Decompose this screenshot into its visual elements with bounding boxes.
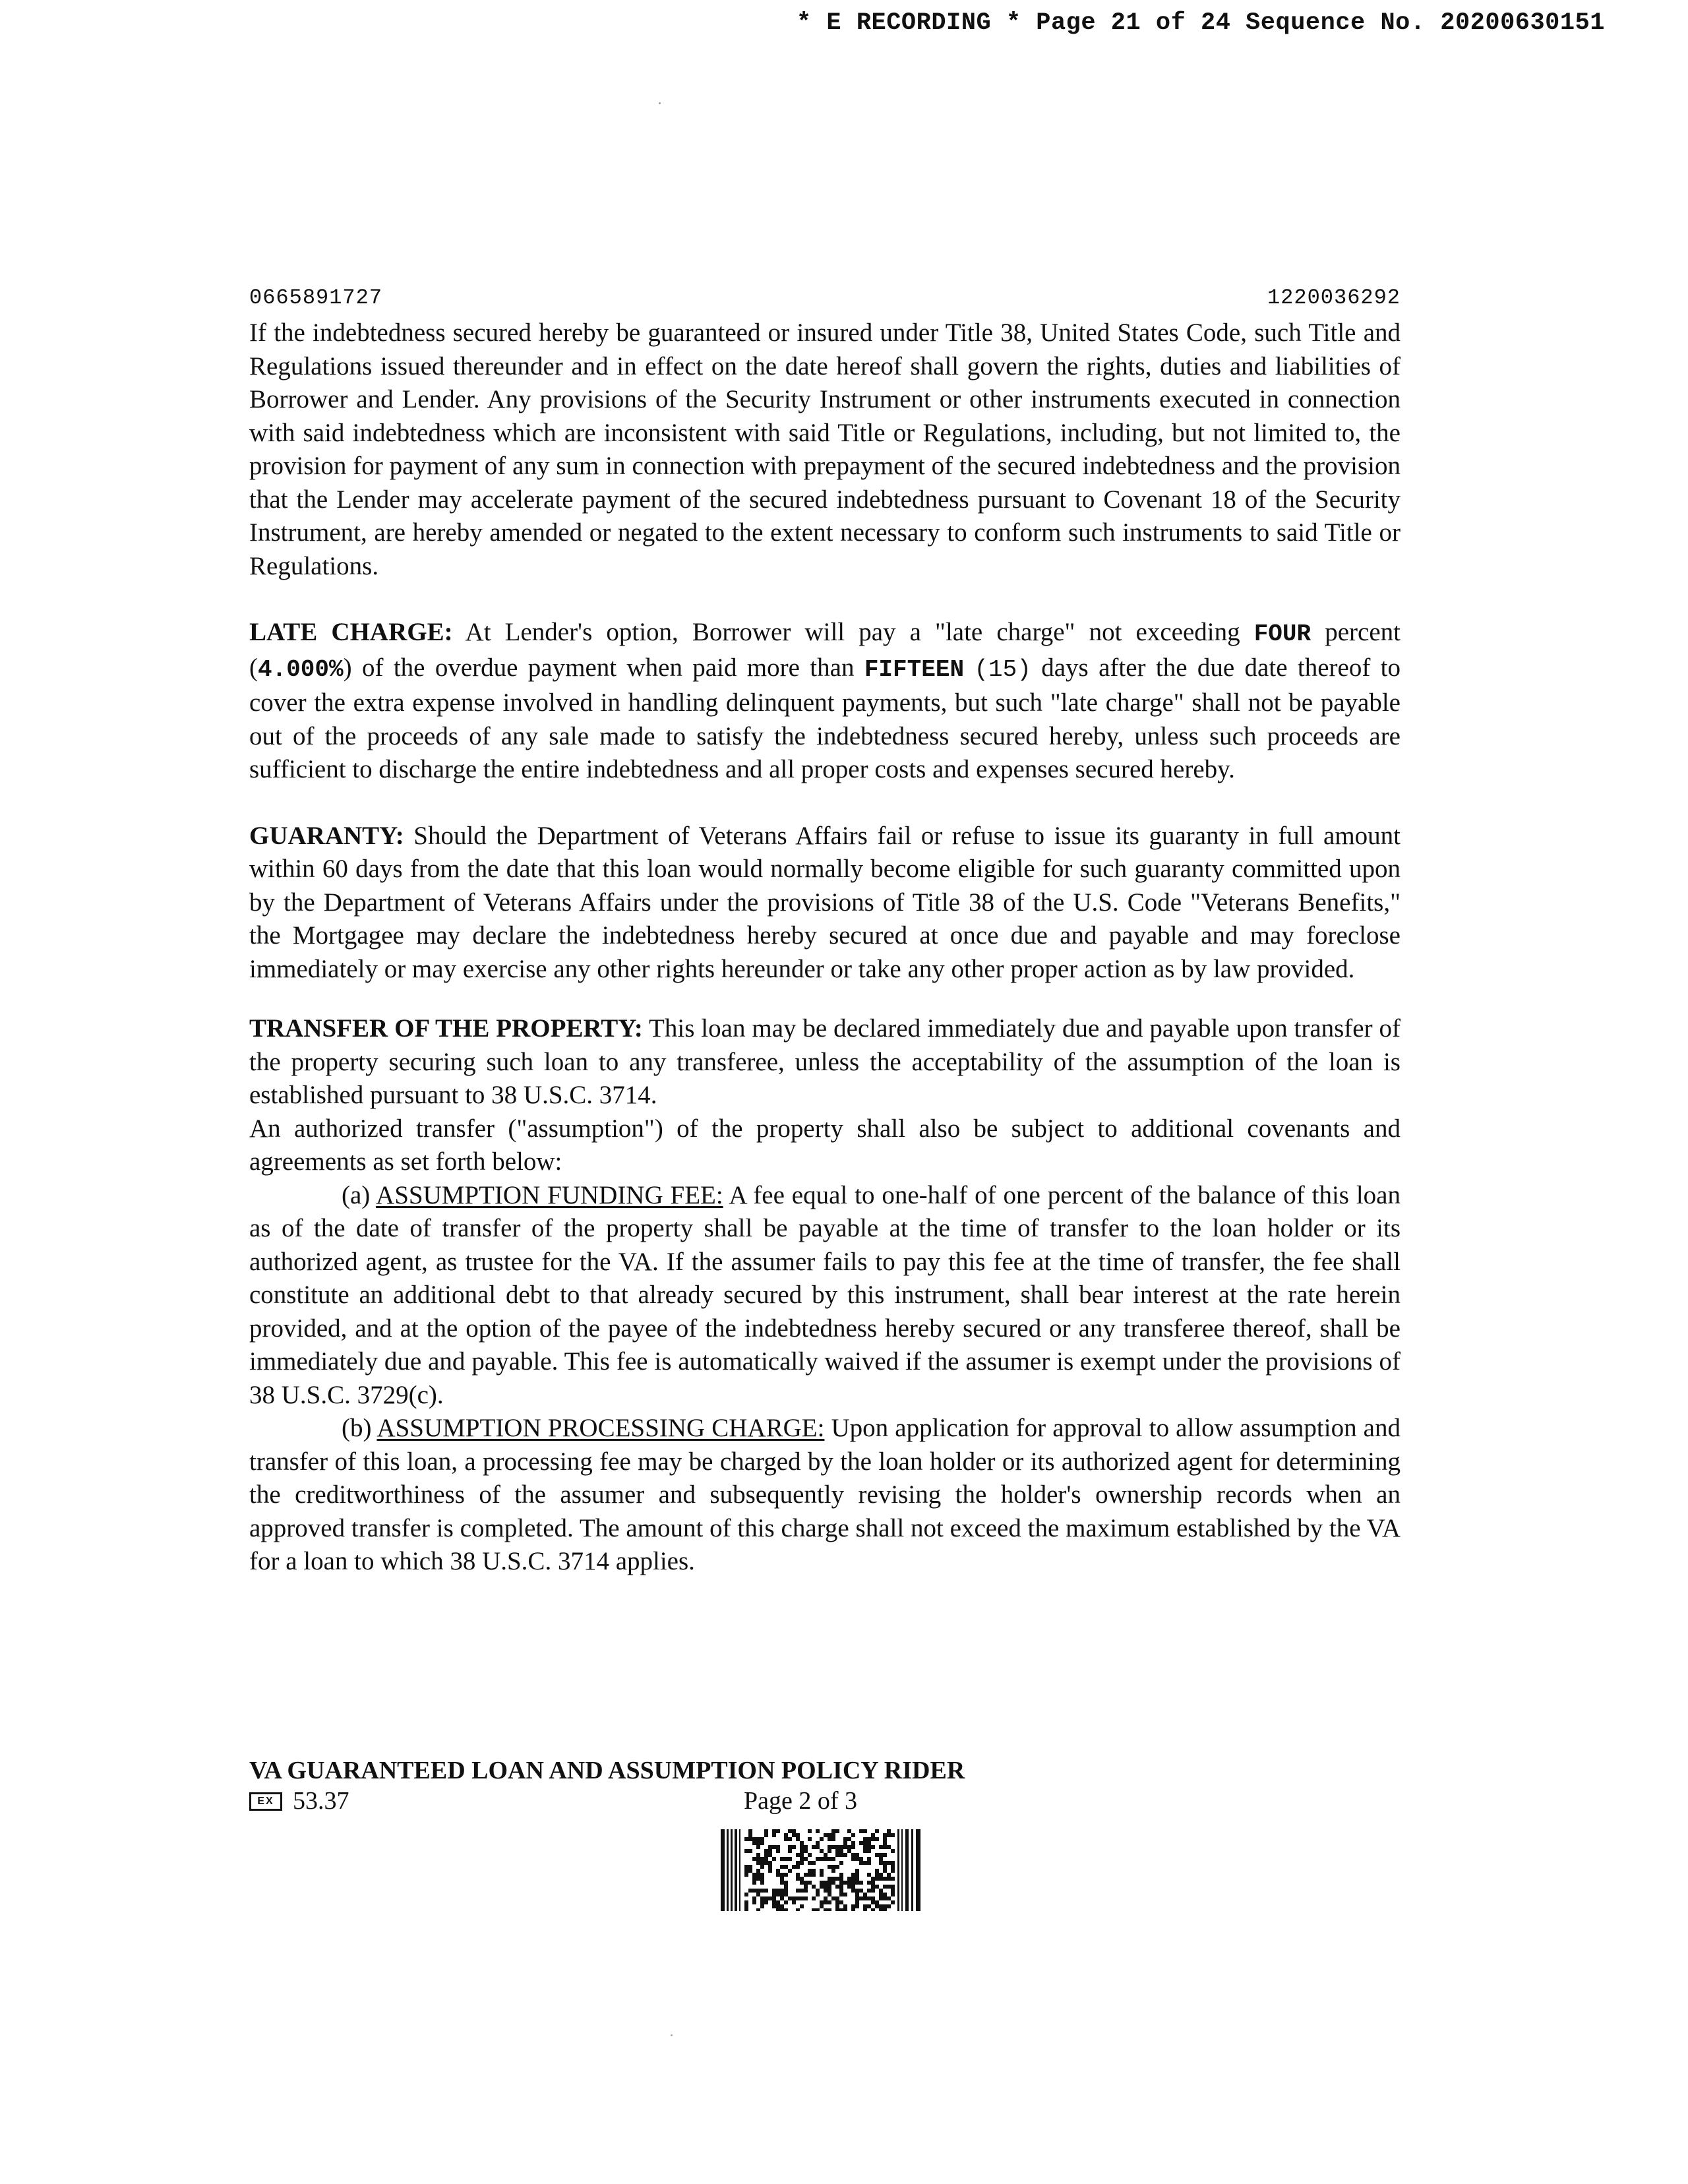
form-number: 53.37 <box>293 1787 349 1815</box>
late-charge-text-5: days after the due date thereof to cover the extra expense involved in handling delinquent payments, but such "late charge" shall not be payable out of the proceeds of any sale made to satisfy the indebtedness secured hereby, unless such proceeds are sufficient to discharge the entire indebtedness and all proper costs and expenses secured hereby. <box>249 653 1401 783</box>
late-charge-text-2: percent ( <box>249 618 1401 682</box>
late-charge-days-word: FIFTEEN <box>864 655 965 683</box>
scan-speck <box>659 102 661 104</box>
loan-number-right: 1220036292 <box>1267 286 1401 310</box>
scan-speck <box>671 2034 673 2036</box>
late-charge-heading: LATE CHARGE: <box>249 618 453 646</box>
transfer-text: This loan may be declared immediately due and payable upon transfer of the property securing such loan to any transferee, unless the acceptability of the assumption of the loan is established pursuant to 38 U.S.C. 3714. <box>249 1014 1401 1109</box>
footer-title: VA GUARANTEED LOAN AND ASSUMPTION POLICY RIDER <box>249 1757 965 1784</box>
late-charge-text-3: ) of the overdue payment when paid more than <box>343 653 864 682</box>
document-footer <box>249 1755 1172 1816</box>
late-charge-text-4 <box>964 653 974 682</box>
funding-fee-text: A fee equal to one-half of one percent of the balance of this loan as of the date of transfer of the property shall be payable at the time of transfer to the loan holder or its authorized agent, as trustee for the VA. If the assumer fails to pay this fee at the time of transfer, the fee shall constitute an additional debt to that already secured by this instrument, shall bear interest at the rate herein provided, and at the option of the payee of the indebtedness hereby secured or any transferee thereof, shall be immediately due and payable. This fee is automatically waived if the assumer is exempt under the provisions of 38 U.S.C. 3729(c). <box>249 1180 1401 1409</box>
processing-charge-paragraph <box>249 1412 1401 1579</box>
intro-paragraph: If the indebtedness secured hereby be guaranteed or insured under Title 38, United States Code, such Title and Regulations issued thereunder and in effect on the date hereof shall govern the rights, duties and liabilities of Borrower and Lender. Any provisions of the Security Instrument or other instruments executed in connection with said indebtedness which are inconsistent with said Title or Regulations, including, but not limited to, the provision for payment of any sum in connection with prepayment of the secured indebtedness and the provision that the Lender may accelerate payment of the secured indebtedness pursuant to Covenant 18 of the Security Instrument, are hereby amended or negated to the extent necessary to conform such instruments to said Title or Regulations. <box>249 318 1401 580</box>
guaranty-heading: GUARANTY: <box>249 821 404 850</box>
loan-number-left: 0665891727 <box>249 286 383 310</box>
footer-row <box>249 1786 1172 1816</box>
barcode-icon <box>721 1829 922 1911</box>
recording-header: * E RECORDING * Page 21 of 24 Sequence No. 20200630151 <box>797 9 1605 37</box>
form-logo-icon: EX <box>249 1792 282 1811</box>
late-charge-percent-word: FOUR <box>1253 621 1311 648</box>
late-charge-paragraph <box>249 616 1401 787</box>
processing-charge-prefix: (b) <box>342 1414 377 1442</box>
funding-fee-prefix: (a) <box>342 1180 377 1209</box>
guaranty-text: Should the Department of Veterans Affairs fail or refuse to issue its guaranty in full amount within 60 days from the date that this loan would normally become eligible for such guaranty committed upon by the Department of Veterans Affairs under the provisions of Title 38 of the U.S. Code "Veterans Benefits," the Mortgagee may declare the indebtedness hereby secured at once due and payable and may foreclose immediately or may exercise any other rights hereunder or take any other proper action as by law provided. <box>249 821 1401 983</box>
guaranty-paragraph <box>249 820 1401 986</box>
funding-fee-title: ASSUMPTION FUNDING FEE: <box>376 1180 723 1209</box>
processing-charge-text: Upon application for approval to allow assumption and transfer of this loan, a processing fee may be charged by the loan holder or its authorized agent for determining the creditworthiness of the assumer and subsequently revising the holder's ownership records when an approved transfer is completed. The amount of this charge shall not exceed the maximum established by the VA for a loan to which 38 U.S.C. 3714 applies. <box>249 1414 1401 1575</box>
loan-number-row <box>249 285 1401 311</box>
transfer-heading: TRANSFER OF THE PROPERTY: <box>249 1014 643 1043</box>
document-body <box>249 285 1401 1579</box>
late-charge-days-value: (15) <box>974 655 1031 683</box>
processing-charge-title: ASSUMPTION PROCESSING CHARGE: <box>377 1414 825 1442</box>
transfer-paragraph <box>249 1012 1401 1112</box>
page-indicator: Page 2 of 3 <box>744 1787 858 1815</box>
funding-fee-paragraph <box>249 1179 1401 1412</box>
late-charge-percent-value: 4.000% <box>258 655 344 683</box>
authorized-transfer-paragraph: An authorized transfer ("assumption") of the property shall also be subject to additional covenants and agreements as set forth below: <box>249 1114 1401 1176</box>
late-charge-text-1: At Lender's option, Borrower will pay a "late charge" not exceeding <box>452 618 1254 646</box>
